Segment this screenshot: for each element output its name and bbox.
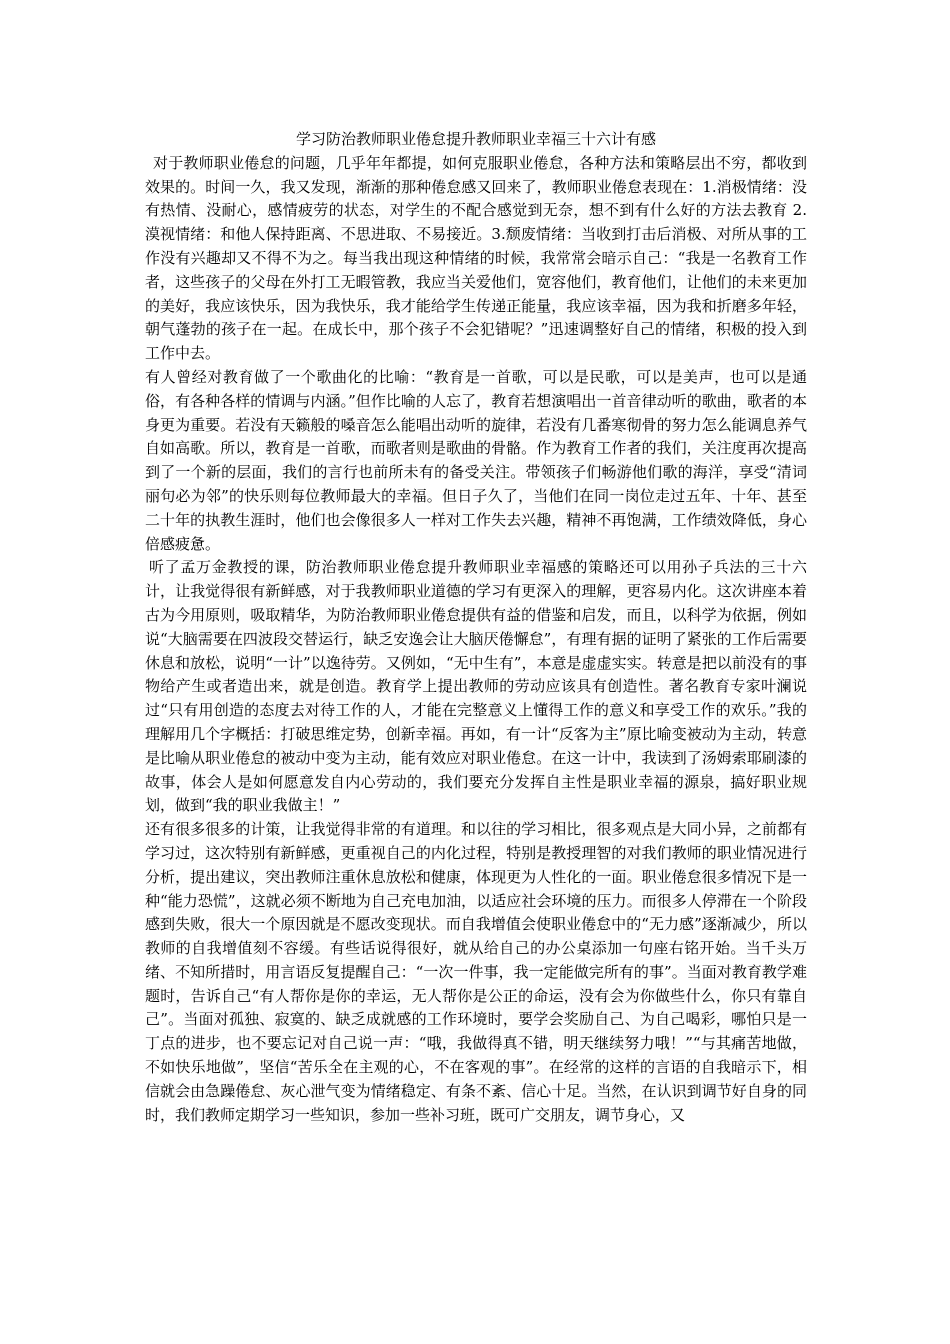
- document-body: [145, 128, 807, 1127]
- paragraph-4: 还有很多很多的计策，让我觉得非常的有道理。和以往的学习相比，很多观点是大同小异，之前都有学习过，这次特别有新鲜感，更重视自己的内化过程，特别是教授理智的对我们教师的职业情况进行分析，提出建议，突出教师注重休息放松和健康，体现更为人性化的一面。职业倦怠很多情况下是一种“能力恐慌”，这就必须不断地为自己充电加油，以适应社会环境的压力。而很多人停滞在一个阶段感到失败，很大一个原因就是不愿改变现状。而自我增值会使职业倦怠中的“无力感”逐渐减少，所以教师的自我增值刻不容缓。有些话说得很好，就从给自己的办公桌添加一句座右铭开始。当千头万绪、不知所措时，用言语反复提醒自己：“一次一件事，我一定能做完所有的事”。当面对教育教学难题时，告诉自己“有人帮你是你的幸运，无人帮你是公正的命运，没有会为你做些什么，你只有靠自己”。当面对孤独、寂寞的、缺乏成就感的工作环境时，要学会奖励自己、为自己喝彩，哪怕只是一丁点的进步，也不要忘记对自己说一声：“哦，我做得真不错，明天继续努力哦！”“与其痛苦地做，不如快乐地做”，坚信“苦乐全在主观的心，不在客观的事”。在经常的这样的言语的自我暗示下，相信就会由急躁倦怠、灰心泄气变为情绪稳定、有条不紊、信心十足。当然，在认识到调节好自身的同时，我们教师定期学习一些知识，参加一些补习班，既可广交朋友，调节身心，又: [145, 820, 807, 1124]
- paragraph-2: 有人曾经对教育做了一个歌曲化的比喻：“教育是一首歌，可以是民歌，可以是美声，也可以是通俗，有各种各样的情调与内涵。”但作比喻的人忘了，教育若想演唱出一首音律动听的歌曲，歌者的本身更为重要。若没有天籁般的嗓音怎么能唱出动听的旋律，若没有几番寒彻骨的努力怎么能调息养气自如高歌。所以，教育是一首歌，而歌者则是歌曲的骨骼。作为教育工作者的我们，关注度再次提高到了一个新的层面，我们的言行也前所未有的备受关注。带领孩子们畅游他们歌的海洋，享受“清词丽句必为邻”的快乐则每位教师最大的幸福。但日子久了，当他们在同一岗位走过五年、十年、甚至二十年的执教生涯时，他们也会像很多人一样对工作失去兴趣，精神不再饱满，工作绩效降低，身心倍感疲惫。: [145, 367, 807, 553]
- paragraph-1: 对于教师职业倦怠的问题，几乎年年都提，如何克服职业倦怠，各种方法和策略层出不穷，都收到效果的。时间一久，我又发现，渐渐的那种倦怠感又回来了，教师职业倦怠表现在：1.消极情绪：没有热情、没耐心，感情疲劳的状态，对学生的不配合感觉到无奈，想不到有什么好的方法去教育 2.漠视情绪：和他人保持距离、不思进取、不易接近。3.颓废情绪：当收到打击后消极、对所从事的工作没有兴趣却又不得不为之。每当我出现这种情绪的时候，我常常会暗示自己：“我是一名教育工作者，这些孩子的父母在外打工无暇管教，我应当关爱他们，宽容他们，教育他们，让他们的未来更加的美好，我应该快乐，因为我快乐，我才能给学生传递正能量，我应该幸福，因为我和折磨多年轻，朝气蓬勃的孩子在一起。在成长中，那个孩子不会犯错呢？”迅速调整好自己的情绪，积极的投入到工作中去。: [145, 153, 807, 363]
- paragraph-3: 听了孟万金教授的课，防治教师职业倦怠提升教师职业幸福感的策略还可以用孙子兵法的三十六计，让我觉得很有新鲜感，对于我教师职业道德的学习有更深入的理解，更容易内化。这次讲座本着古为今用原则，吸取精华，为防治教师职业倦怠提供有益的借鉴和启发，而且，以科学为依据，例如说“大脑需要在四波段交替运行，缺乏安逸会让大脑厌倦懈怠”，有理有据的证明了紧张的工作后需要休息和放松，说明“一计”以逸待劳。又例如，“无中生有”，本意是虚虚实实。转意是把以前没有的事物给产生或者造出来，就是创造。教育学上提出教师的劳动应该具有创造性。著名教育专家叶澜说过“只有用创造的态度去对待工作的人，才能在完整意义上懂得工作的意义和享受工作的欢乐。”我的理解用几个字概括：打破思维定势，创新幸福。再如，有一计“反客为主”原比喻变被动为主动，转意是比喻从职业倦怠的被动中变为主动，能有效应对职业倦怠。在这一计中，我读到了汤姆索耶刷漆的故事，体会人是如何愿意发自内心劳动的，我们要充分发挥自主性是职业幸福的源泉，搞好职业规划，做到“我的职业我做主！”: [145, 558, 807, 815]
- document-title: 学习防治教师职业倦怠提升教师职业幸福三十六计有感: [295, 130, 656, 148]
